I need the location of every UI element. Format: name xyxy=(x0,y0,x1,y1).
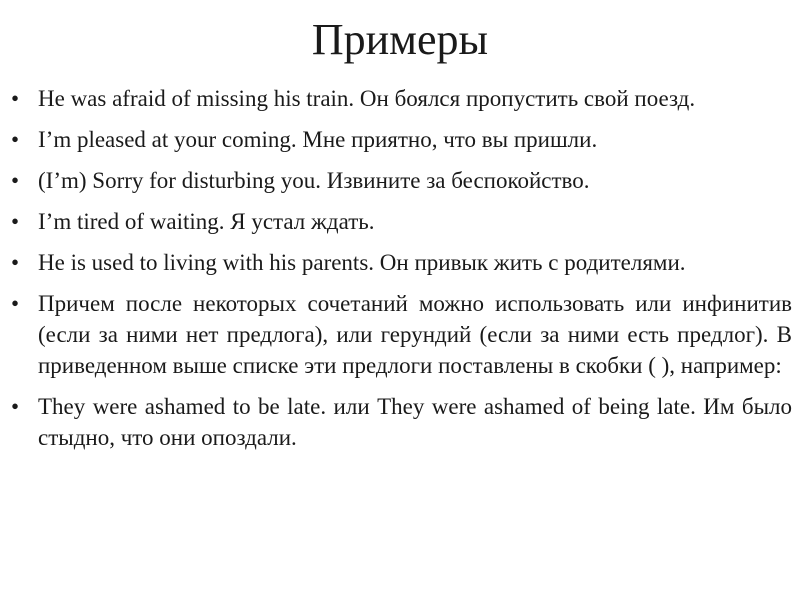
bullet-icon: • xyxy=(11,86,20,111)
list-item-text: I’m pleased at your coming. Мне приятно, что вы пришли. xyxy=(38,127,598,152)
list-item-text: He was afraid of missing his train. Он боялся пропустить свой поезд. xyxy=(38,86,696,111)
list-item xyxy=(0,391,800,453)
list-item xyxy=(0,124,800,155)
list-item-text: (I’m) Sorry for disturbing you. Извините за беспокойство. xyxy=(38,168,590,193)
list-item xyxy=(0,83,800,114)
bullet-icon: • xyxy=(11,291,20,316)
list-item xyxy=(0,206,800,237)
bullet-icon: • xyxy=(11,250,20,275)
bullet-icon: • xyxy=(11,209,20,234)
list-item-text: I’m tired of waiting. Я устал ждать. xyxy=(38,209,375,234)
list-item-text: He is used to living with his parents. Он привык жить с родителями. xyxy=(38,250,686,275)
bullet-icon: • xyxy=(11,394,20,419)
bullet-icon: • xyxy=(11,127,20,152)
list-item-text: They were ashamed to be late. или They were ashamed of being late. Им было стыдно, что они опоздали. xyxy=(38,394,792,450)
list-item xyxy=(0,165,800,196)
slide-title: Примеры xyxy=(311,15,489,64)
list-item-text: Причем после некоторых сочетаний можно использовать или инфинитив (если за ними нет предлога), или герундий (если за ними есть предлог). В приведенном выше списке эти предлоги поставлены в скобки ( ), например: xyxy=(38,291,792,378)
bullet-list xyxy=(0,83,800,463)
list-item xyxy=(0,247,800,278)
list-item xyxy=(0,288,800,381)
bullet-icon: • xyxy=(11,168,20,193)
